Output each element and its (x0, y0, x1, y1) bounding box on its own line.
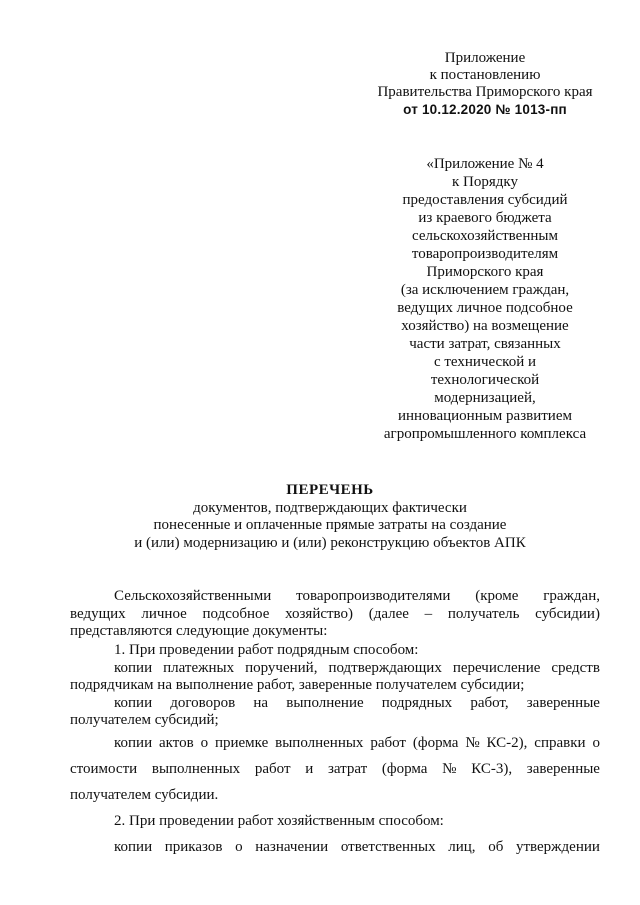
word: назначении (255, 839, 329, 855)
annex-line: предоставления субсидий (402, 192, 568, 208)
word: и (305, 761, 314, 777)
word: № (465, 735, 480, 751)
word: заверенные (526, 761, 600, 777)
annex-line: сельскохозяйственным (412, 228, 558, 244)
document-title (60, 482, 600, 552)
word: подрядных (381, 694, 453, 711)
word: КС-2), (486, 735, 528, 751)
word: ведущих (70, 605, 126, 622)
justified-line (70, 834, 600, 860)
word: хозяйство) (285, 605, 354, 622)
text-line: подрядчикам на выполнение работ, заверенные получателем субсидии; (70, 677, 525, 694)
word: платежных (163, 659, 235, 676)
word: (форма (412, 735, 459, 751)
word: о (235, 839, 243, 855)
annex-line: товаропроизводителям (411, 246, 559, 262)
word: копии (114, 839, 153, 855)
word: об (488, 839, 504, 855)
annex-line: модернизацией, (434, 390, 536, 406)
word: выполненных (151, 761, 241, 777)
word: утверждении (515, 839, 600, 855)
word: работ, (470, 694, 509, 711)
word: работ (254, 761, 291, 777)
title-heading: ПЕРЕЧЕНЬ (286, 482, 374, 498)
annex-line: из краевого бюджета (418, 210, 552, 226)
section-1-item-3 (70, 730, 600, 808)
text-line: получателем субсидий; (70, 712, 219, 729)
justified-line (70, 756, 600, 782)
text-line: представляются следующие документы: (70, 623, 328, 640)
title-line: понесенные и оплаченные прямые затраты на создание (153, 517, 507, 534)
annex-line: с технической и (433, 354, 537, 370)
word: копии (114, 735, 153, 751)
annex-line: «Приложение № 4 (426, 156, 544, 172)
annex-reference (360, 155, 610, 443)
section-heading: 2. При проведении работ хозяйственным способом: (114, 813, 444, 829)
word: личное (141, 605, 187, 622)
justified-line (70, 660, 600, 678)
annex-line: инновационным развитием (398, 408, 572, 424)
word: № (442, 761, 457, 777)
word: (далее (368, 605, 409, 622)
justified-line (70, 695, 600, 713)
word: товаропроизводителями (296, 588, 451, 604)
justified-line (70, 730, 600, 756)
annex-line: Приморского края (426, 264, 544, 280)
word: стоимости (70, 761, 138, 777)
word: – (424, 605, 433, 622)
section-2 (70, 808, 600, 860)
header-line: к постановлению (429, 67, 541, 83)
header-line: Приложение (444, 50, 526, 66)
title-line: и (или) модернизацию и (или) реконструкцию объектов АПК (134, 534, 526, 551)
word: работ (370, 735, 406, 751)
word: справки (534, 735, 586, 751)
justified-line (70, 588, 600, 606)
word: ответственных (340, 839, 436, 855)
word: Сельскохозяйственными (114, 588, 272, 604)
word: приказов (164, 839, 223, 855)
word: договоров (170, 694, 236, 711)
word: (кроме (475, 588, 519, 604)
word: подтверждающих (328, 659, 442, 676)
word: перечисление (452, 659, 541, 676)
annex-line: к Порядку (452, 174, 518, 190)
annex-line: агропромышленного комплекса (383, 426, 587, 442)
word: КС-3), (471, 761, 513, 777)
section-1 (70, 642, 600, 730)
word: выполненных (275, 735, 364, 751)
word: актов (159, 735, 194, 751)
header-line: Правительства Приморского края (377, 84, 593, 100)
word: граждан, (543, 588, 600, 604)
word: о (200, 735, 209, 751)
annex-line: хозяйство) на возмещение (401, 318, 569, 334)
word: заверенные (526, 694, 600, 711)
word: субсидии) (535, 605, 600, 622)
text-line: получателем субсидии. (70, 787, 219, 803)
word: копии (114, 659, 153, 676)
word: средств (551, 659, 600, 676)
annex-line: (за исключением граждан, (400, 282, 570, 298)
word: о (592, 735, 600, 751)
appendix-header (360, 50, 610, 118)
decree-number: от 10.12.2020 № 1013-пп (403, 102, 567, 117)
annex-line: части затрат, связанных (409, 336, 561, 352)
word: подсобное (202, 605, 270, 622)
word: приемке (214, 735, 269, 751)
annex-line: технологической (430, 372, 540, 388)
annex-line: ведущих личное подсобное (397, 300, 573, 316)
intro-paragraph (70, 588, 600, 641)
word: на (253, 694, 269, 711)
word: лиц, (448, 839, 476, 855)
word: затрат (327, 761, 368, 777)
section-heading: 1. При проведении работ подрядным способом: (114, 642, 419, 658)
word: (форма (381, 761, 428, 777)
word: копии (114, 694, 153, 711)
justified-line (70, 606, 600, 624)
word: поручений, (245, 659, 318, 676)
title-line: документов, подтверждающих фактически (193, 499, 467, 516)
word: выполнение (286, 694, 364, 711)
word: получатель (447, 605, 520, 622)
